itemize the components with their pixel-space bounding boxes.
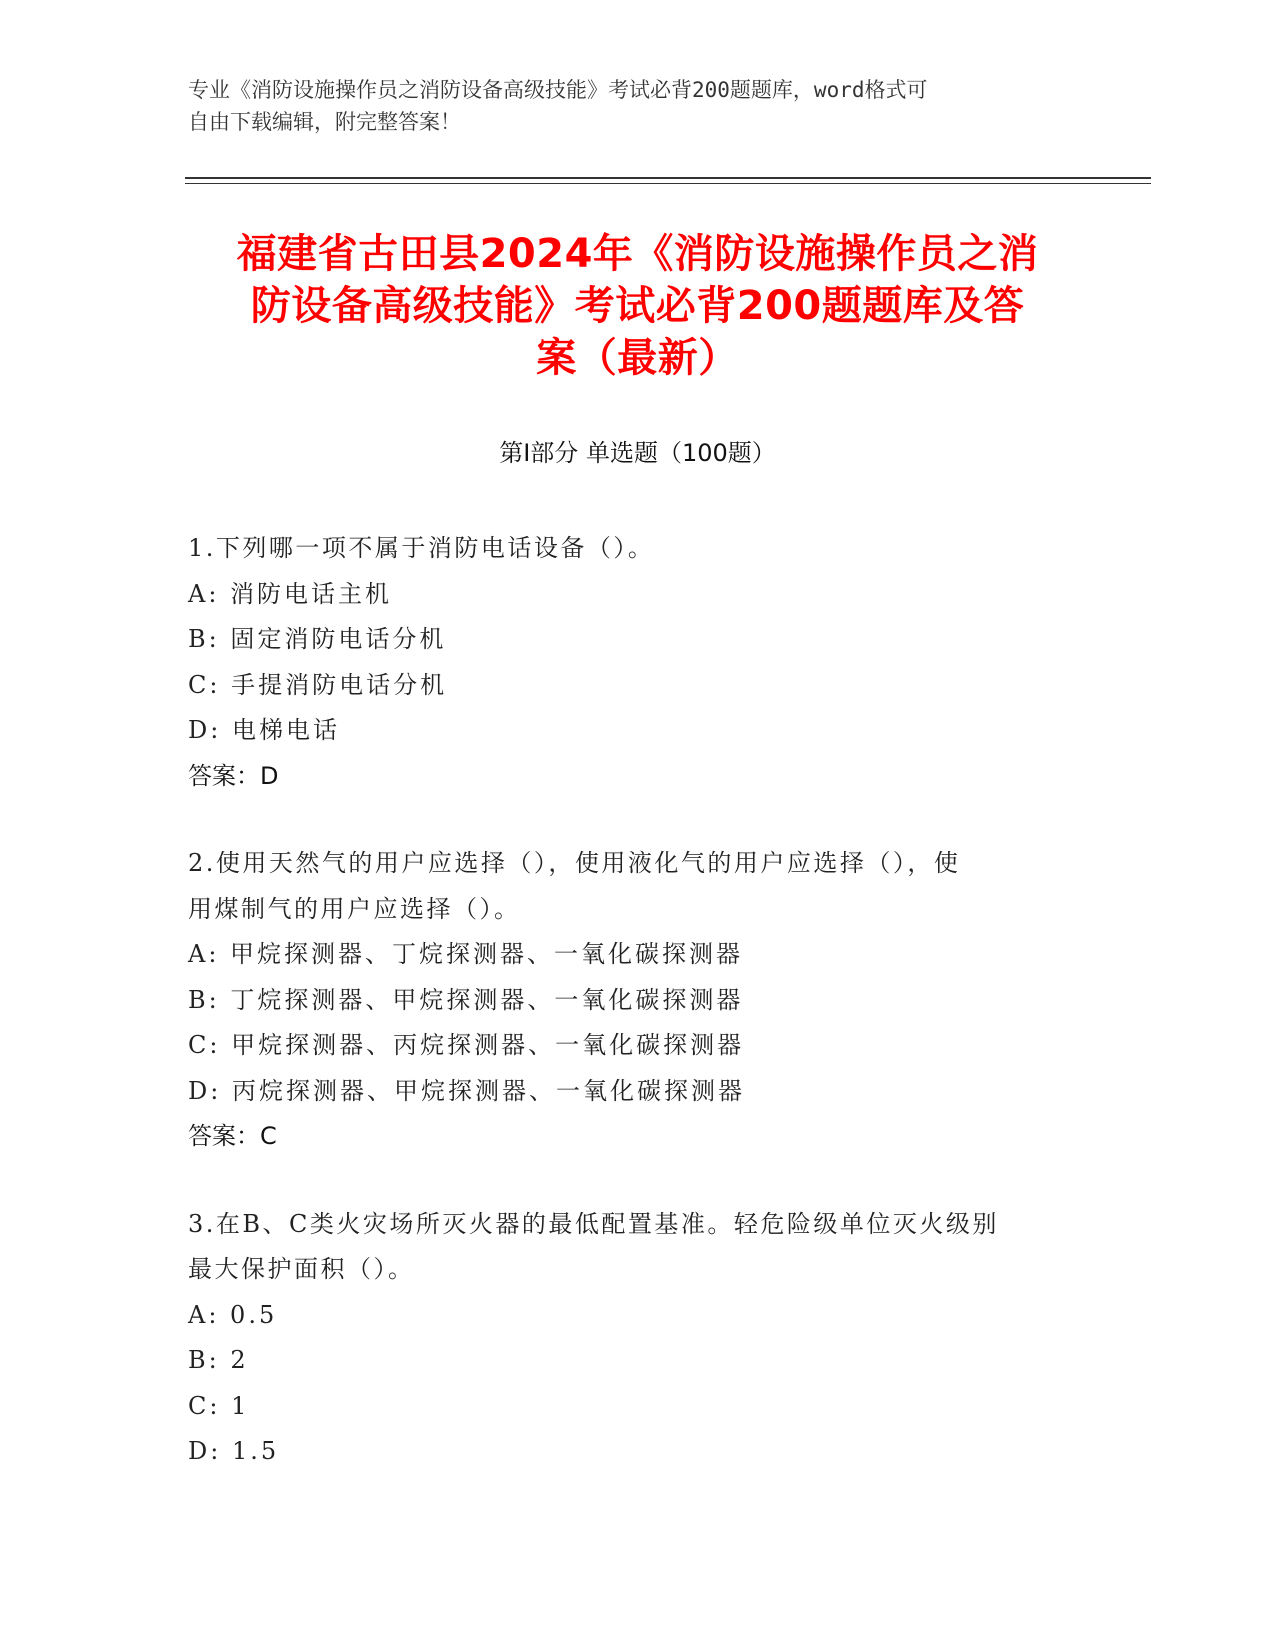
- option-c: C: 1: [188, 1391, 250, 1420]
- header-divider-thin: [185, 183, 1151, 184]
- option-d: D: 电梯电话: [188, 716, 340, 744]
- header-divider-thick: [185, 177, 1151, 179]
- document-title-line-1: 福建省古田县2024年《消防设施操作员之消: [236, 231, 1039, 277]
- question-3: [188, 1202, 1088, 1475]
- question-text-line-1: 3.在B、C类火灾场所灭火器的最低配置基准。轻危险级单位灭火级别: [188, 1209, 999, 1238]
- option-b: B: 丁烷探测器、甲烷探测器、一氧化碳探测器: [188, 985, 744, 1014]
- section-title: 第I部分 单选题（100题）: [499, 439, 776, 467]
- option-a: A: 甲烷探测器、丁烷探测器、一氧化碳探测器: [188, 940, 744, 968]
- question-text-line-1: 2.使用天然气的用户应选择（），使用液化气的用户应选择（），使: [188, 849, 961, 877]
- question-text-line-2: 最大保护面积（）。: [188, 1255, 415, 1283]
- header-note-line-2: 自由下载编辑，附完整答案！: [188, 110, 461, 134]
- option-a: A: 消防电话主机: [188, 579, 393, 608]
- question-text-line-2: 用煤制气的用户应选择（）。: [188, 894, 521, 923]
- question-list: [188, 526, 1088, 1517]
- document-title-line-3: 案（最新）: [536, 335, 739, 381]
- option-d: D: 1.5: [188, 1437, 280, 1465]
- option-b: B: 2: [188, 1346, 249, 1374]
- answer: 答案：C: [188, 1122, 277, 1150]
- question-text: 1.下列哪一项不属于消防电话设备（）。: [188, 534, 655, 562]
- option-d: D: 丙烷探测器、甲烷探测器、一氧化碳探测器: [188, 1076, 745, 1105]
- option-c: C: 手提消防电话分机: [188, 670, 448, 699]
- option-b: B: 固定消防电话分机: [188, 625, 447, 653]
- question-1: [188, 526, 1088, 799]
- document-title-line-2: 防设备高级技能》考试必背200题题库及答: [250, 283, 1025, 329]
- document-title: [170, 228, 1105, 384]
- header-note-line-1: 专业《消防设施操作员之消防设备高级技能》考试必背200题题库，word格式可: [188, 78, 928, 102]
- question-2: [188, 841, 1088, 1160]
- answer: 答案：D: [188, 761, 279, 790]
- option-a: A: 0.5: [188, 1300, 278, 1329]
- option-c: C: 甲烷探测器、丙烷探测器、一氧化碳探测器: [188, 1031, 745, 1059]
- header-note: [188, 74, 1088, 138]
